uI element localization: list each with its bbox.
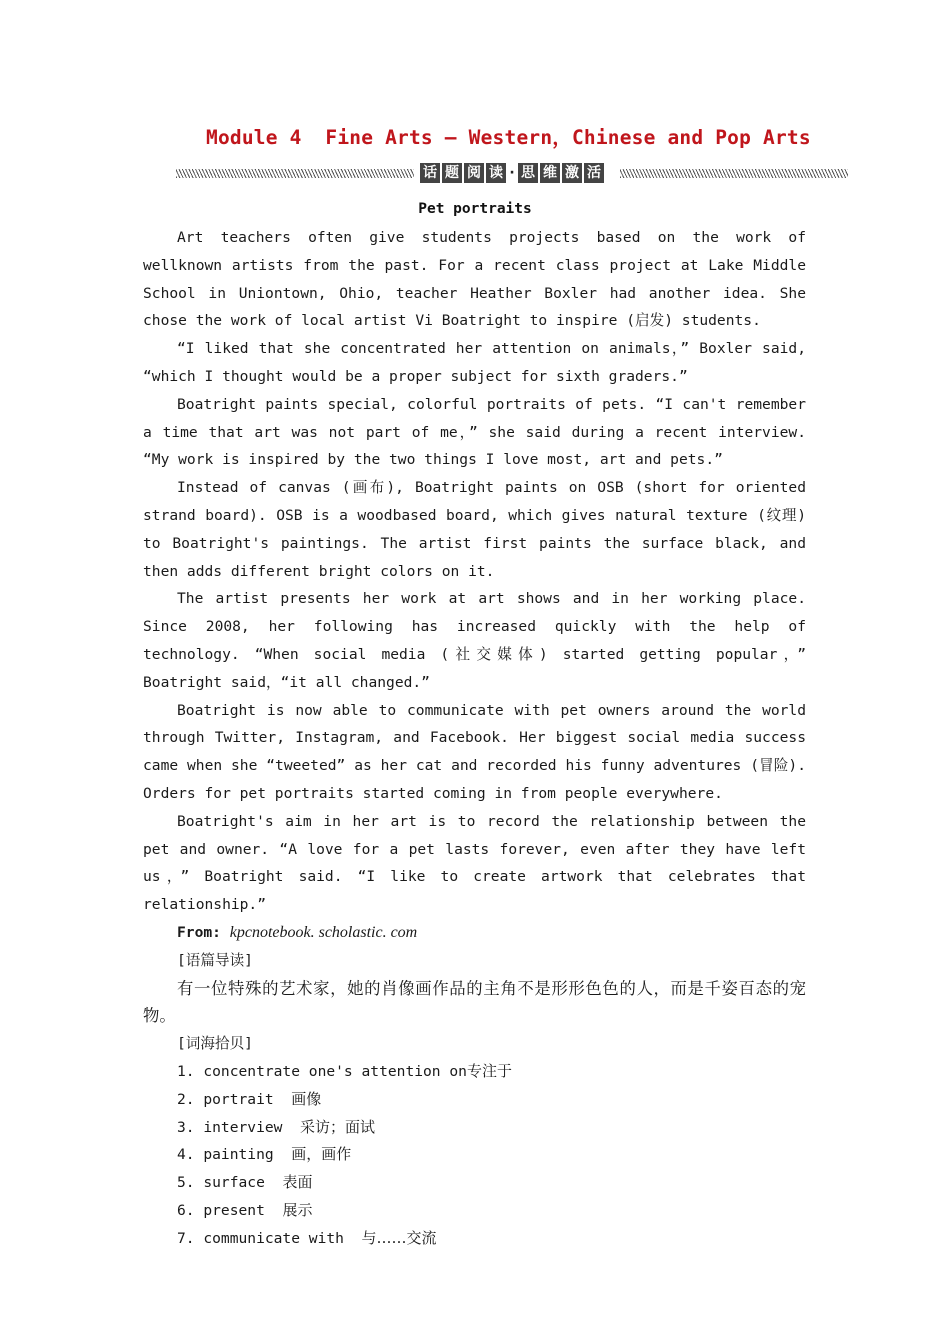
banner-tag: 话 <box>420 163 440 183</box>
vocabulary-en: 1. concentrate one's attention on <box>177 1062 467 1080</box>
banner-tag: 激 <box>562 163 582 183</box>
vocabulary-en: 5. surface <box>177 1174 283 1192</box>
banner-tag: 题 <box>442 163 462 183</box>
document-title: Module 4 Fine Arts — Western，Chinese and Pop Arts <box>206 126 811 149</box>
vocabulary-zh: 画像 <box>291 1089 322 1108</box>
vocabulary-en: 6. present <box>177 1201 283 1219</box>
source-line <box>143 919 806 947</box>
vocabulary-item <box>143 1058 806 1086</box>
vocabulary-zh: 展示 <box>282 1200 313 1219</box>
vocabulary-item <box>143 1197 806 1225</box>
vocabulary-list <box>143 1058 806 1253</box>
banner-tag: 思 <box>518 163 538 183</box>
article-paragraph: Boatright is now able to communicate with pet owners around the world through Twitter, Instagram, and Facebook. Her biggest social media success came when she “tweeted” as her cat and recorded his funny adventures (冒险). Orders for pet portraits started coming in from people everywhere. <box>143 701 806 802</box>
vocabulary-zh: 表面 <box>282 1173 313 1192</box>
vocabulary-zh: 采访；面试 <box>300 1117 376 1136</box>
source-label: From: <box>177 923 221 941</box>
guide-text: 有一位特殊的艺术家，她的肖像画作品的主角不是形形色色的人，而是千姿百态的宠物。 <box>143 978 806 1026</box>
vocabulary-zh: 与……交流 <box>361 1228 437 1247</box>
article-paragraph: Boatright's aim in her art is to record the relationship between the pet and owner. “A love for a pet lasts forever, even after they have left us，” Boatright said. “I like to create artwork that celebrates that relationship.” <box>143 812 806 914</box>
article-subtitle: Pet portraits <box>418 201 532 217</box>
source-text: kpcnotebook. scholastic. com <box>229 923 418 941</box>
vocabulary-item <box>143 1114 806 1142</box>
banner-tag: 读 <box>486 163 506 183</box>
vocabulary-en: 2. portrait <box>177 1090 292 1108</box>
article-paragraph: “I liked that she concentrated her attention on animals，” Boxler said, “which I thought would be a proper subject for sixth graders.” <box>143 340 806 385</box>
vocabulary-en: 4. painting <box>177 1146 292 1164</box>
banner-tags <box>420 162 604 184</box>
vocabulary-item <box>143 1225 806 1253</box>
vocabulary-en: 3. interview <box>177 1118 301 1136</box>
vocabulary-item <box>143 1141 806 1169</box>
vocabulary-en: 7. communicate with <box>177 1229 362 1247</box>
vocabulary-item <box>143 1086 806 1114</box>
banner-hatch-right <box>620 169 848 178</box>
article-paragraph: Boatright paints special, colorful portraits of pets. “I can't remember a time that art was not part of me，” she said during a recent interview. “My work is inspired by the two things I love most, art and pets.” <box>143 395 806 469</box>
banner-hatch-left <box>176 169 414 178</box>
article-paragraph: Instead of canvas (画布), Boatright paints on OSB (short for oriented strand board). OSB is a woodbased board, which gives natural texture (纹理) to Boatright's paintings. The artist first paints the surface black, and then adds different bright colors on it. <box>143 479 806 580</box>
vocabulary-item <box>143 1169 806 1197</box>
section-banner <box>176 162 848 184</box>
vocabulary-zh: 专注于 <box>466 1061 512 1080</box>
banner-tag: 维 <box>540 163 560 183</box>
article-paragraph: Art teachers often give students projects based on the work of wellknown artists from the past. For a recent class project at Lake Middle School in Uniontown, Ohio, teacher Heather Boxler had another idea. She chose the work of local artist Vi Boatright to inspire (启发) students. <box>143 229 806 330</box>
vocabulary-heading: [词海拾贝] <box>177 1035 253 1053</box>
banner-tag: 活 <box>584 163 604 183</box>
banner-tag: 阅 <box>464 163 484 183</box>
vocabulary-zh: 画，画作 <box>291 1145 352 1164</box>
article-paragraph: The artist presents her work at art shows and in her working place. Since 2008, her following has increased quickly with the help of technology. “When social media (社交媒体) started getting popular，” Boatright said，“it all changed.” <box>143 590 806 691</box>
guide-heading: [语篇导读] <box>177 951 253 969</box>
article-body <box>143 224 806 1252</box>
banner-dot: · <box>509 165 515 181</box>
